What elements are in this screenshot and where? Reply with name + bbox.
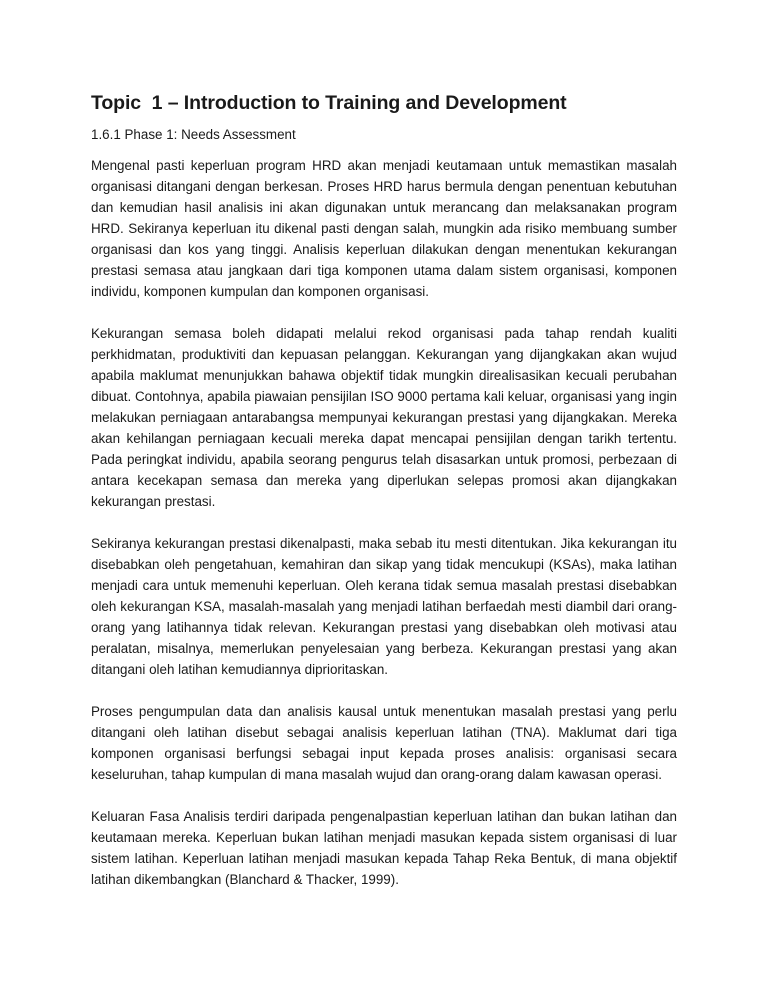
paragraph-3: Sekiranya kekurangan prestasi dikenalpasti, maka sebab itu mesti ditentukan. Jika kekurangan itu disebabkan oleh pengetahuan, kemahiran dan sikap yang tidak mencukupi (KSAs), maka latihan menjadi cara untuk memenuhi keperluan. Oleh kerana tidak semua masalah prestasi disebabkan oleh kekurangan KSA, masalah-masalah yang menjadi latihan berfaedah mesti diambil dari orang-orang yang latihannya tidak relevan. Kekurangan prestasi yang disebabkan oleh motivasi atau peralatan, misalnya, memerlukan penyelesaian yang berbeza. Kekurangan prestasi yang akan ditangani oleh latihan kemudiannya diprioritaskan. (91, 536, 677, 677)
paragraph-5: Keluaran Fasa Analisis terdiri daripada pengenalpastian keperluan latihan dan bukan latihan dan keutamaan mereka. Keperluan bukan latihan menjadi masukan kepada sistem organisasi di luar sistem latihan. Keperluan latihan menjadi masukan kepada Tahap Reka Bentuk, di mana objektif latihan dikembangkan (Blanchard & Thacker, 1999). (91, 809, 677, 887)
page-title: Topic 1 – Introduction to Training and Development (91, 92, 567, 114)
paragraph-1: Mengenal pasti keperluan program HRD akan menjadi keutamaan untuk memastikan masalah organisasi ditangani dengan berkesan. Proses HRD harus bermula dengan penentuan kebutuhan dan kemudian hasil analisis ini akan digunakan untuk merancang dan melaksanakan program HRD. Sekiranya keperluan itu dikenal pasti dengan salah, mungkin ada risiko membuang sumber organisasi dan kos yang tinggi. Analisis keperluan dilakukan dengan menentukan kekurangan prestasi semasa atau jangkaan dari tiga komponen utama dalam sistem organisasi, komponen individu, komponen kumpulan dan komponen organisasi. (91, 158, 677, 299)
paragraph-4: Proses pengumpulan data dan analisis kausal untuk menentukan masalah prestasi yang perlu ditangani oleh latihan disebut sebagai analisis keperluan latihan (TNA). Maklumat dari tiga komponen organisasi berfungsi sebagai input kepada proses analisis: organisasi secara keseluruhan, tahap kumpulan di mana masalah wujud dan orang-orang dalam kawasan operasi. (91, 704, 677, 782)
section-heading: 1.6.1 Phase 1: Needs Assessment (91, 127, 296, 142)
document-page (91, 88, 677, 890)
paragraph-2: Kekurangan semasa boleh didapati melalui rekod organisasi pada tahap rendah kualiti perkhidmatan, produktiviti dan kepuasan pelanggan. Kekurangan yang dijangkakan akan wujud apabila maklumat menunjukkan bahawa objektif tidak mungkin direalisasikan kecuali perubahan dibuat. Contohnya, apabila piawaian pensijilan ISO 9000 pertama kali keluar, organisasi yang ingin melakukan perniagaan antarabangsa mempunyai kekurangan prestasi yang dijangkakan. Mereka akan kehilangan perniagaan kecuali mereka dapat mencapai pensijilan dengan tarikh tertentu. Pada peringkat individu, apabila seorang pengurus telah disasarkan untuk promosi, perbezaan di antara kecekapan semasa dan mereka yang diperlukan selepas promosi akan dijangkakan kekurangan prestasi. (91, 326, 677, 509)
